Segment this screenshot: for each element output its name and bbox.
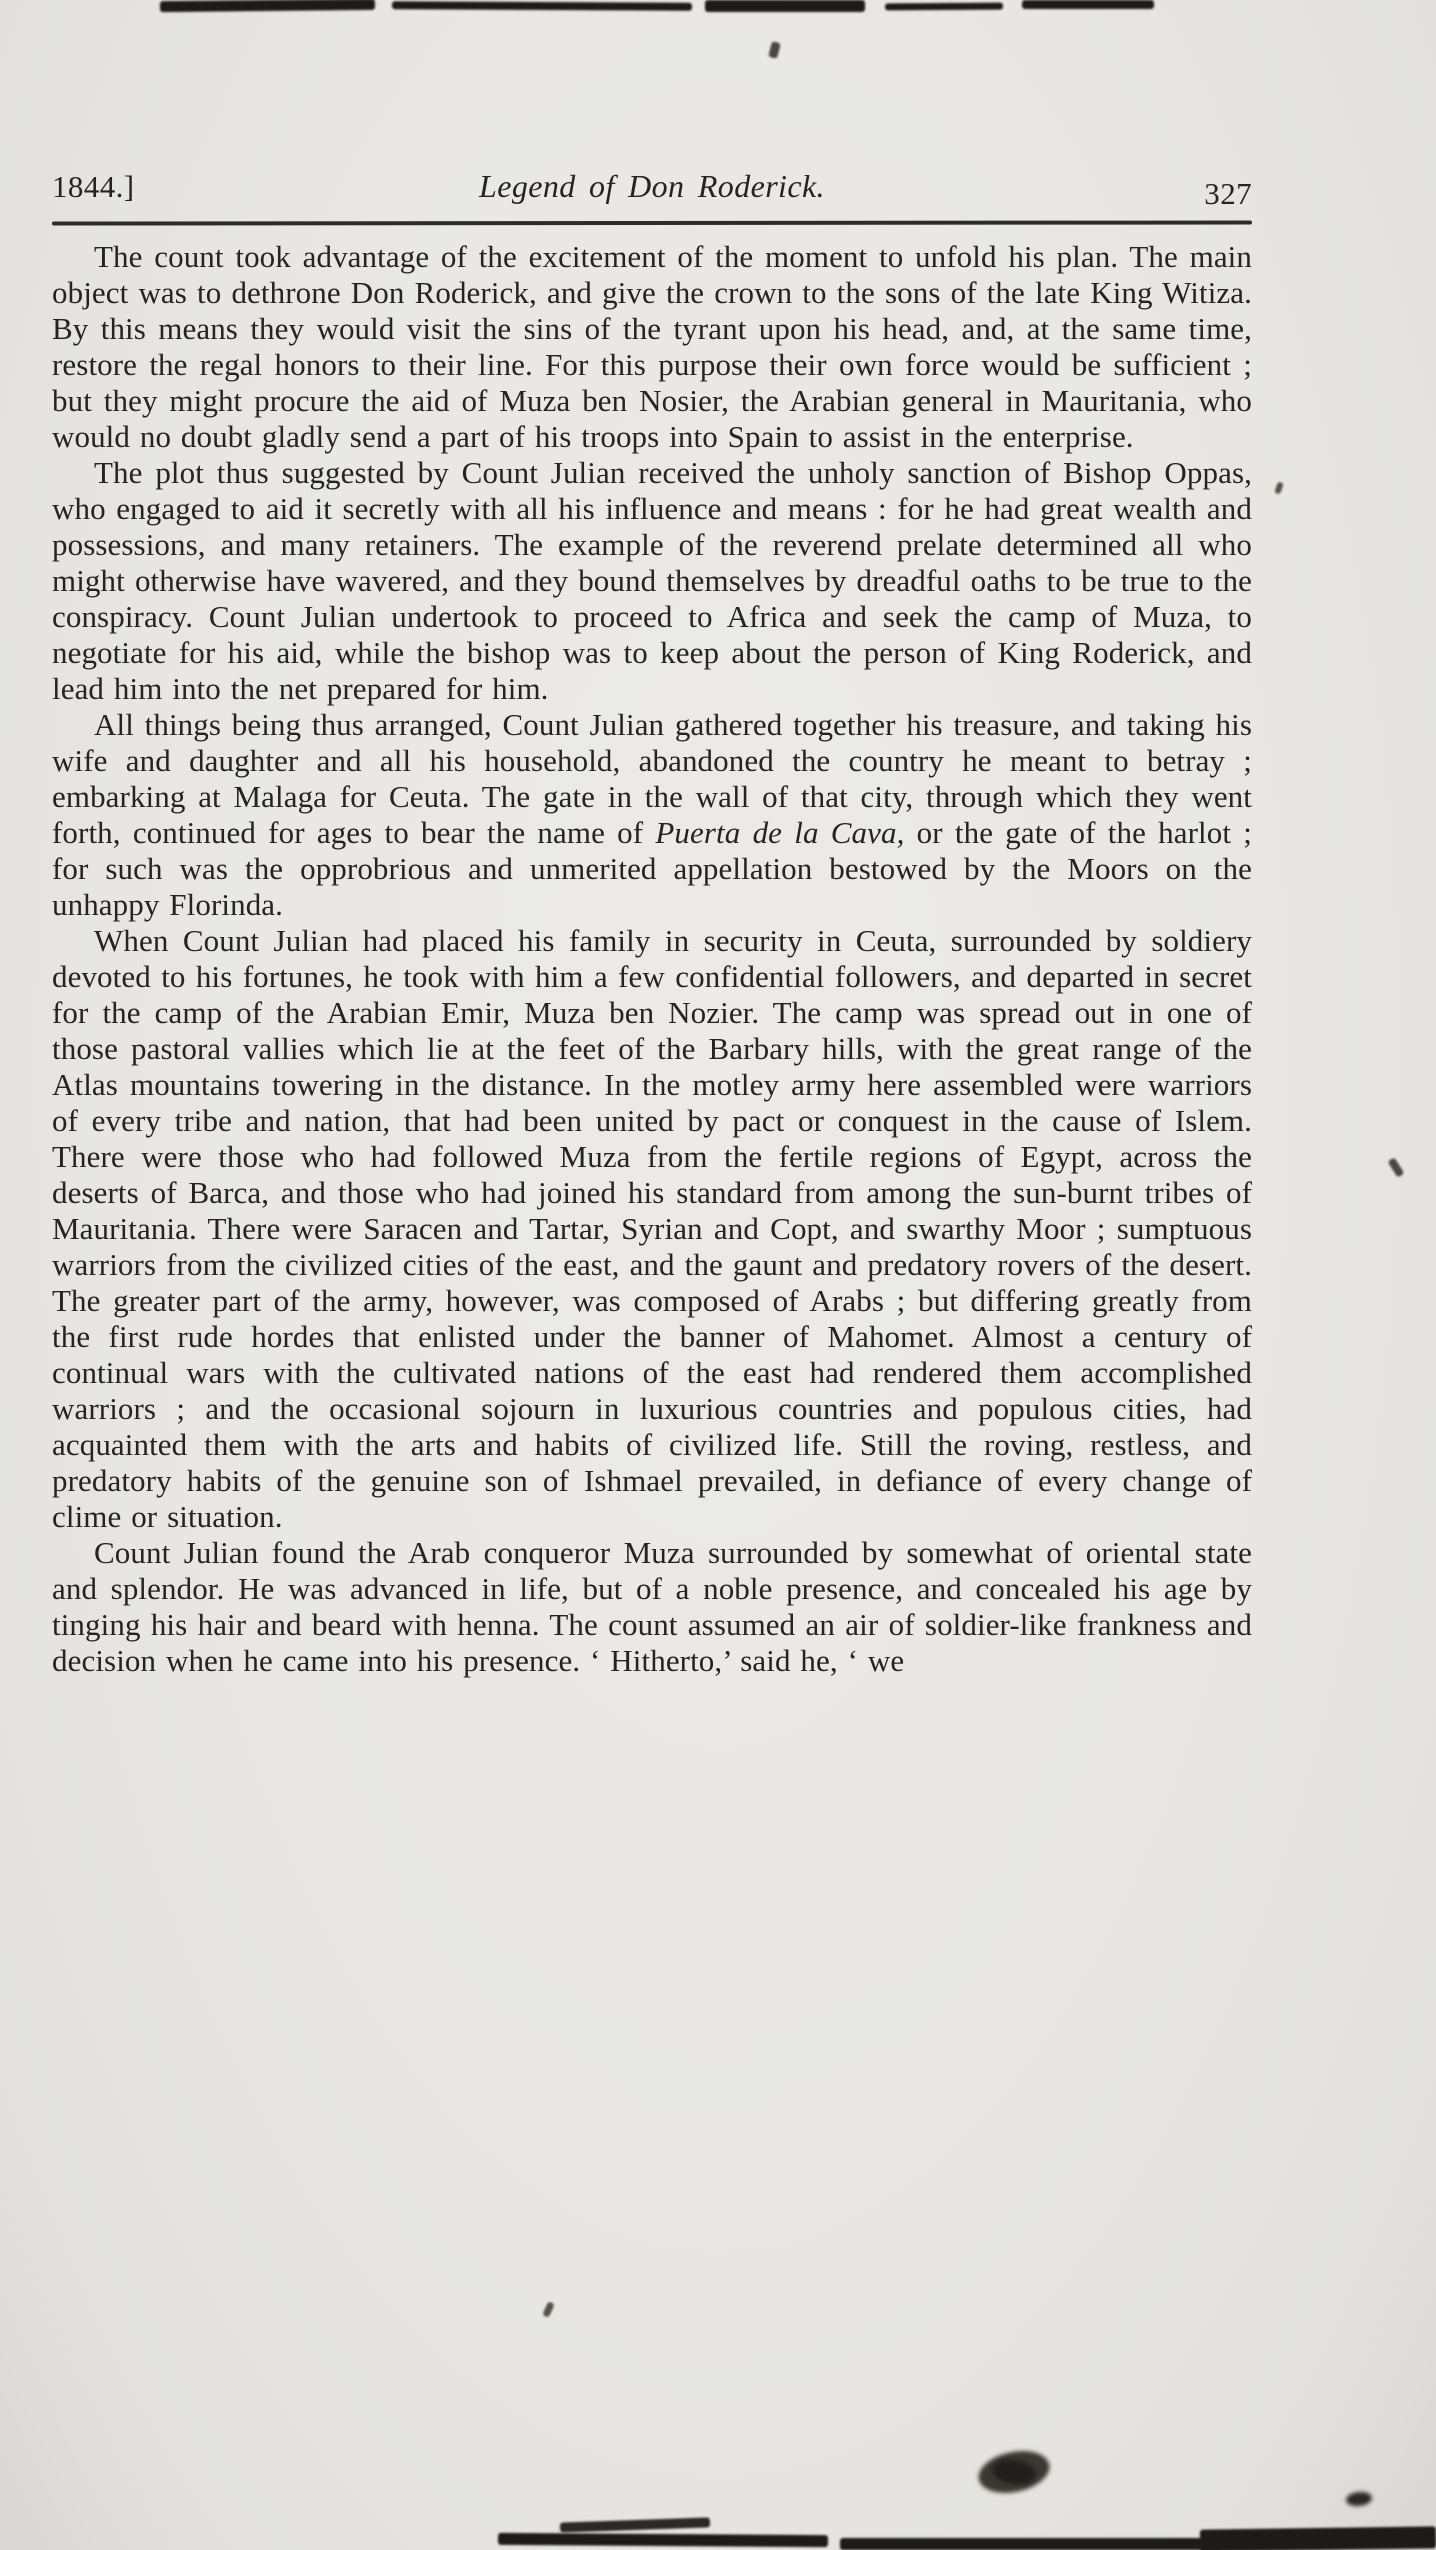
text-run: or the gate of the harlot ; for such was the opprobrious and unmerited appellation bestowed by the Moors on the unhappy Florinda. bbox=[52, 815, 1253, 922]
text-run: When Count Julian had placed his family in security in Ceuta, surrounded by soldiery devoted to his fortunes, he took with him a few confidential followers, and departed in secret for the camp of the Arabian Emir, Muza ben Nozier. The camp was spread out in one of those pastoral vallies which lie at the feet of the Barbary hills, with the great range of the Atlas mountains towering in the distance. In the motley army here assembled were warriors of every tribe and nation, that had been united by pact or conquest in the cause of Islem. There were those who had followed Muza from the fertile regions of Egypt, across the deserts of Barca, and those who had joined his standard from among the sun-burnt tribes of Mauritania. There were Saracen and Tartar, Syrian and Copt, and swarthy Moor ; sumptuous warriors from the civilized cities of the east, and the gaunt and predatory rovers of the desert. The greater part of the army, however, was composed of Arabs ; but differing greatly from the first rude hordes that enlisted under the banner of Mahomet. Almost a century of continual wars with the cultivated nations of the east had rendered them accomplished warriors ; and the occasional sojourn in luxurious countries and populous cities, had acquainted them with the arts and habits of civilized life. Still the roving, restless, and predatory habits of the genuine son of Ishmael prevailed, in defiance of every change of clime or situation. bbox=[52, 923, 1252, 1534]
text-run: The count took advantage of the excitement of the moment to unfold his plan. The main object was to dethrone Don Roderick, and give the crown to the sons of the late King Witiza. By this means they would visit the sins of the tyrant upon his head, and, at the same time, restore the regal honors to their line. For this purpose their own force would be sufficient ; but they might procure the aid of Muza ben Nosier, the Arabian general in Mauritania, who would no doubt gladly send a part of his troops into Spain to assist in the enterprise. bbox=[52, 239, 1252, 454]
scan-artifact bbox=[840, 2538, 1220, 2550]
scan-artifact bbox=[885, 3, 1003, 11]
text-run: All things being thus arranged, Count Julian gathered together his treasure, and taking his wife and daughter and all his household, abandoned the country he meant to betray ; embarking at Malaga for Ceuta. The gate in the wall of that city, through which they went forth, continued for ages to bear the name of bbox=[52, 707, 1252, 850]
page-content bbox=[52, 168, 1252, 1679]
scan-artifact bbox=[1200, 2526, 1436, 2550]
scan-artifact bbox=[392, 1, 692, 11]
text-run: The plot thus suggested by Count Julian received the unholy sanction of Bishop Oppas, who engaged to aid it secretly with all his influence and means : for he had great wealth and possessions, and many retainers. The example of the reverend prelate determined all who might otherwise have wavered, and they bound themselves by dreadful oaths to be true to the conspiracy. Count Julian undertook to proceed to Africa and seek the camp of Muza, to negotiate for his aid, while the bishop was to keep about the person of King Roderick, and lead him into the net prepared for him. bbox=[52, 455, 1252, 706]
text-run: Count Julian found the Arab conqueror Muza surrounded by somewhat of oriental state and splendor. He was advanced in life, but of a noble presence, and concealed his age by tinging his hair and beard with henna. The count assumed an air of soldier-like frankness and decision when he came into his presence. ‘ Hitherto,’ said he, ‘ we bbox=[52, 1535, 1252, 1678]
scan-artifact bbox=[1022, 0, 1154, 9]
scan-artifact bbox=[1274, 481, 1284, 494]
paragraph bbox=[52, 455, 1252, 707]
scan-artifact bbox=[160, 0, 375, 12]
paragraph bbox=[52, 239, 1252, 455]
header-page-number: 327 bbox=[1204, 176, 1252, 211]
ink-smudge bbox=[1345, 2491, 1372, 2508]
paragraph bbox=[52, 923, 1252, 1535]
italic-text-run: Puerta de la Cava, bbox=[655, 815, 905, 850]
header-year: 1844.] bbox=[52, 169, 135, 204]
running-header bbox=[52, 168, 1252, 211]
header-rule bbox=[52, 220, 1252, 225]
paragraph bbox=[52, 1535, 1252, 1679]
scan-artifact bbox=[542, 2301, 554, 2318]
scan-artifact bbox=[498, 2533, 828, 2547]
scan-artifact bbox=[560, 2517, 710, 2532]
scan-artifact bbox=[768, 41, 781, 59]
page-body bbox=[52, 239, 1252, 1679]
header-title: Legend of Don Roderick. bbox=[479, 168, 825, 204]
paragraph bbox=[52, 707, 1252, 923]
scan-artifact bbox=[1388, 1157, 1405, 1177]
scan-artifact bbox=[705, 0, 865, 12]
